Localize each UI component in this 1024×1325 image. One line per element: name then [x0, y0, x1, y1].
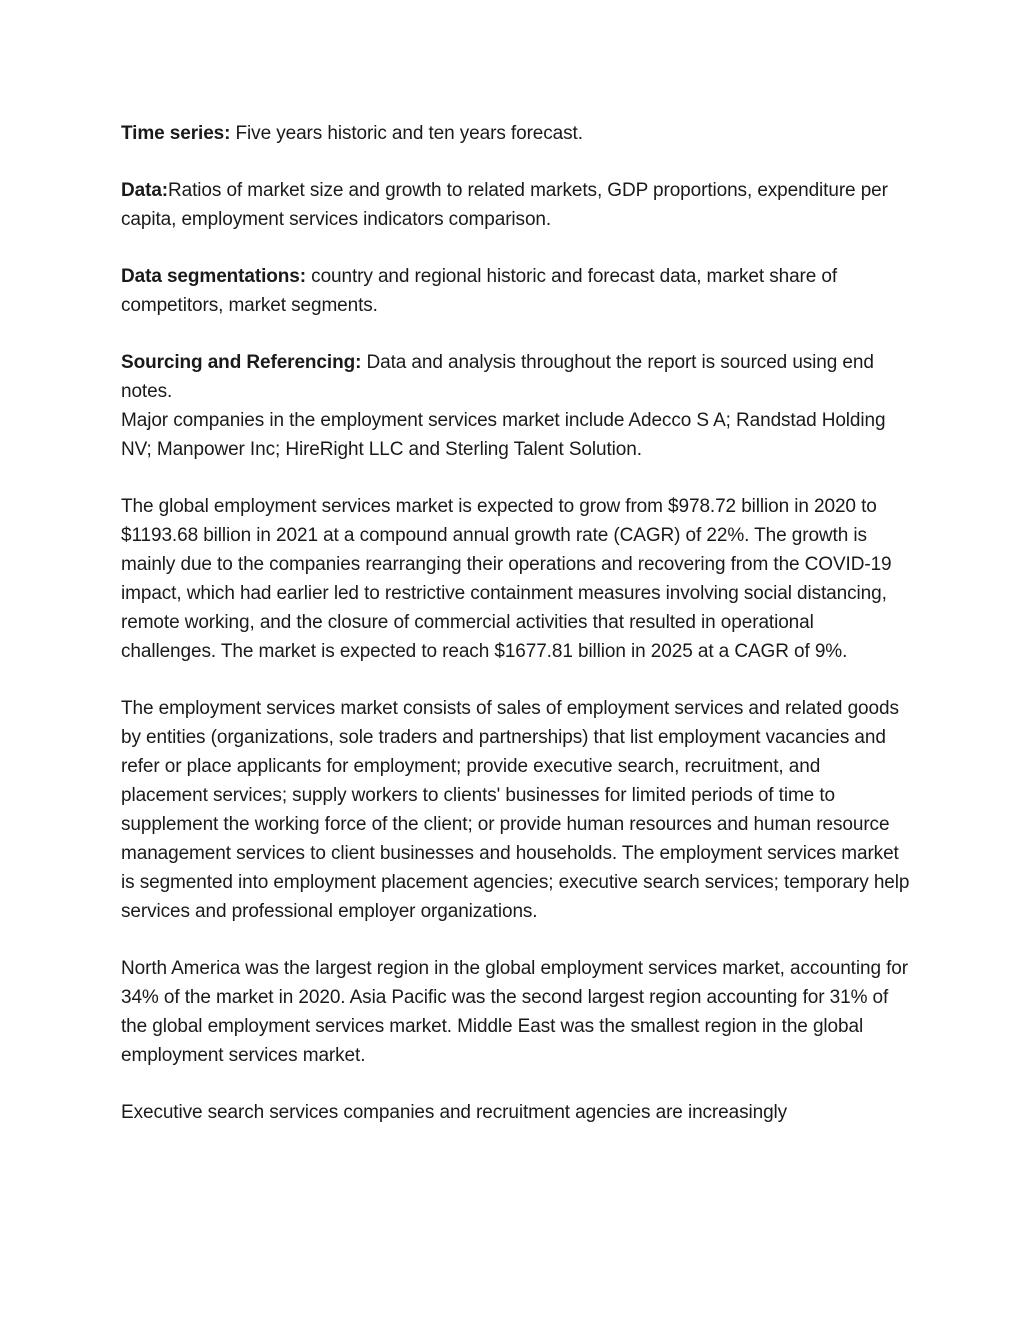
data-segmentations-paragraph [121, 262, 911, 320]
major-companies-paragraph: Major companies in the employment services market include Adecco S A; Randstad Holding NV; Manpower Inc; HireRight LLC and Sterling Talent Solution. [121, 410, 886, 460]
growth-paragraph: The global employment services market is expected to grow from $978.72 billion in 2020 to $1193.68 billion in 2021 at a compound annual growth rate (CAGR) of 22%. The growth is mainly due to the companies rearranging their operations and recovering from the COVID-19 impact, which had earlier led to restrictive containment measures involving social distancing, remote working, and the closure of commercial activities that resulted in operational challenges. The market is expected to reach $1677.81 billion in 2025 at a CAGR of 9%. [121, 496, 892, 662]
time-series-paragraph [121, 119, 911, 148]
sourcing-text: Data and analysis throughout the report is sourced using end notes. [121, 352, 874, 402]
data-segmentations-label: Data segmentations: [121, 266, 306, 287]
data-segmentations-text: country and regional historic and forecast data, market share of competitors, market segments. [121, 266, 838, 316]
trailing-paragraph: Executive search services companies and recruitment agencies are increasingly [121, 1102, 788, 1123]
time-series-text: Five years historic and ten years forecast. [230, 123, 583, 144]
definition-paragraph: The employment services market consists of sales of employment services and related goods by entities (organizations, sole traders and partnerships) that list employment vacancies and refer or place applicants for employment; provide executive search, recruitment, and placement services; supply workers to clients' businesses for limited periods of time to supplement the working force of the client; or provide human resources and human resource management services to client businesses and households. The employment services market is segmented into employment placement agencies; executive search services; temporary help services and professional employer organizations. [121, 698, 910, 922]
time-series-label: Time series: [121, 123, 231, 144]
data-text: Ratios of market size and growth to related markets, GDP proportions, expenditure per capita, employment services indicators comparison. [121, 180, 888, 230]
data-paragraph [121, 176, 911, 234]
sourcing-paragraph [121, 348, 911, 406]
data-label: Data: [121, 180, 169, 201]
document-page [121, 119, 911, 1155]
sourcing-label: Sourcing and Referencing: [121, 352, 362, 373]
regions-paragraph: North America was the largest region in the global employment services market, accounting for 34% of the market in 2020. Asia Pacific was the second largest region accounting for 31% of the global employment services market. Middle East was the smallest region in the global employment services market. [121, 958, 908, 1066]
